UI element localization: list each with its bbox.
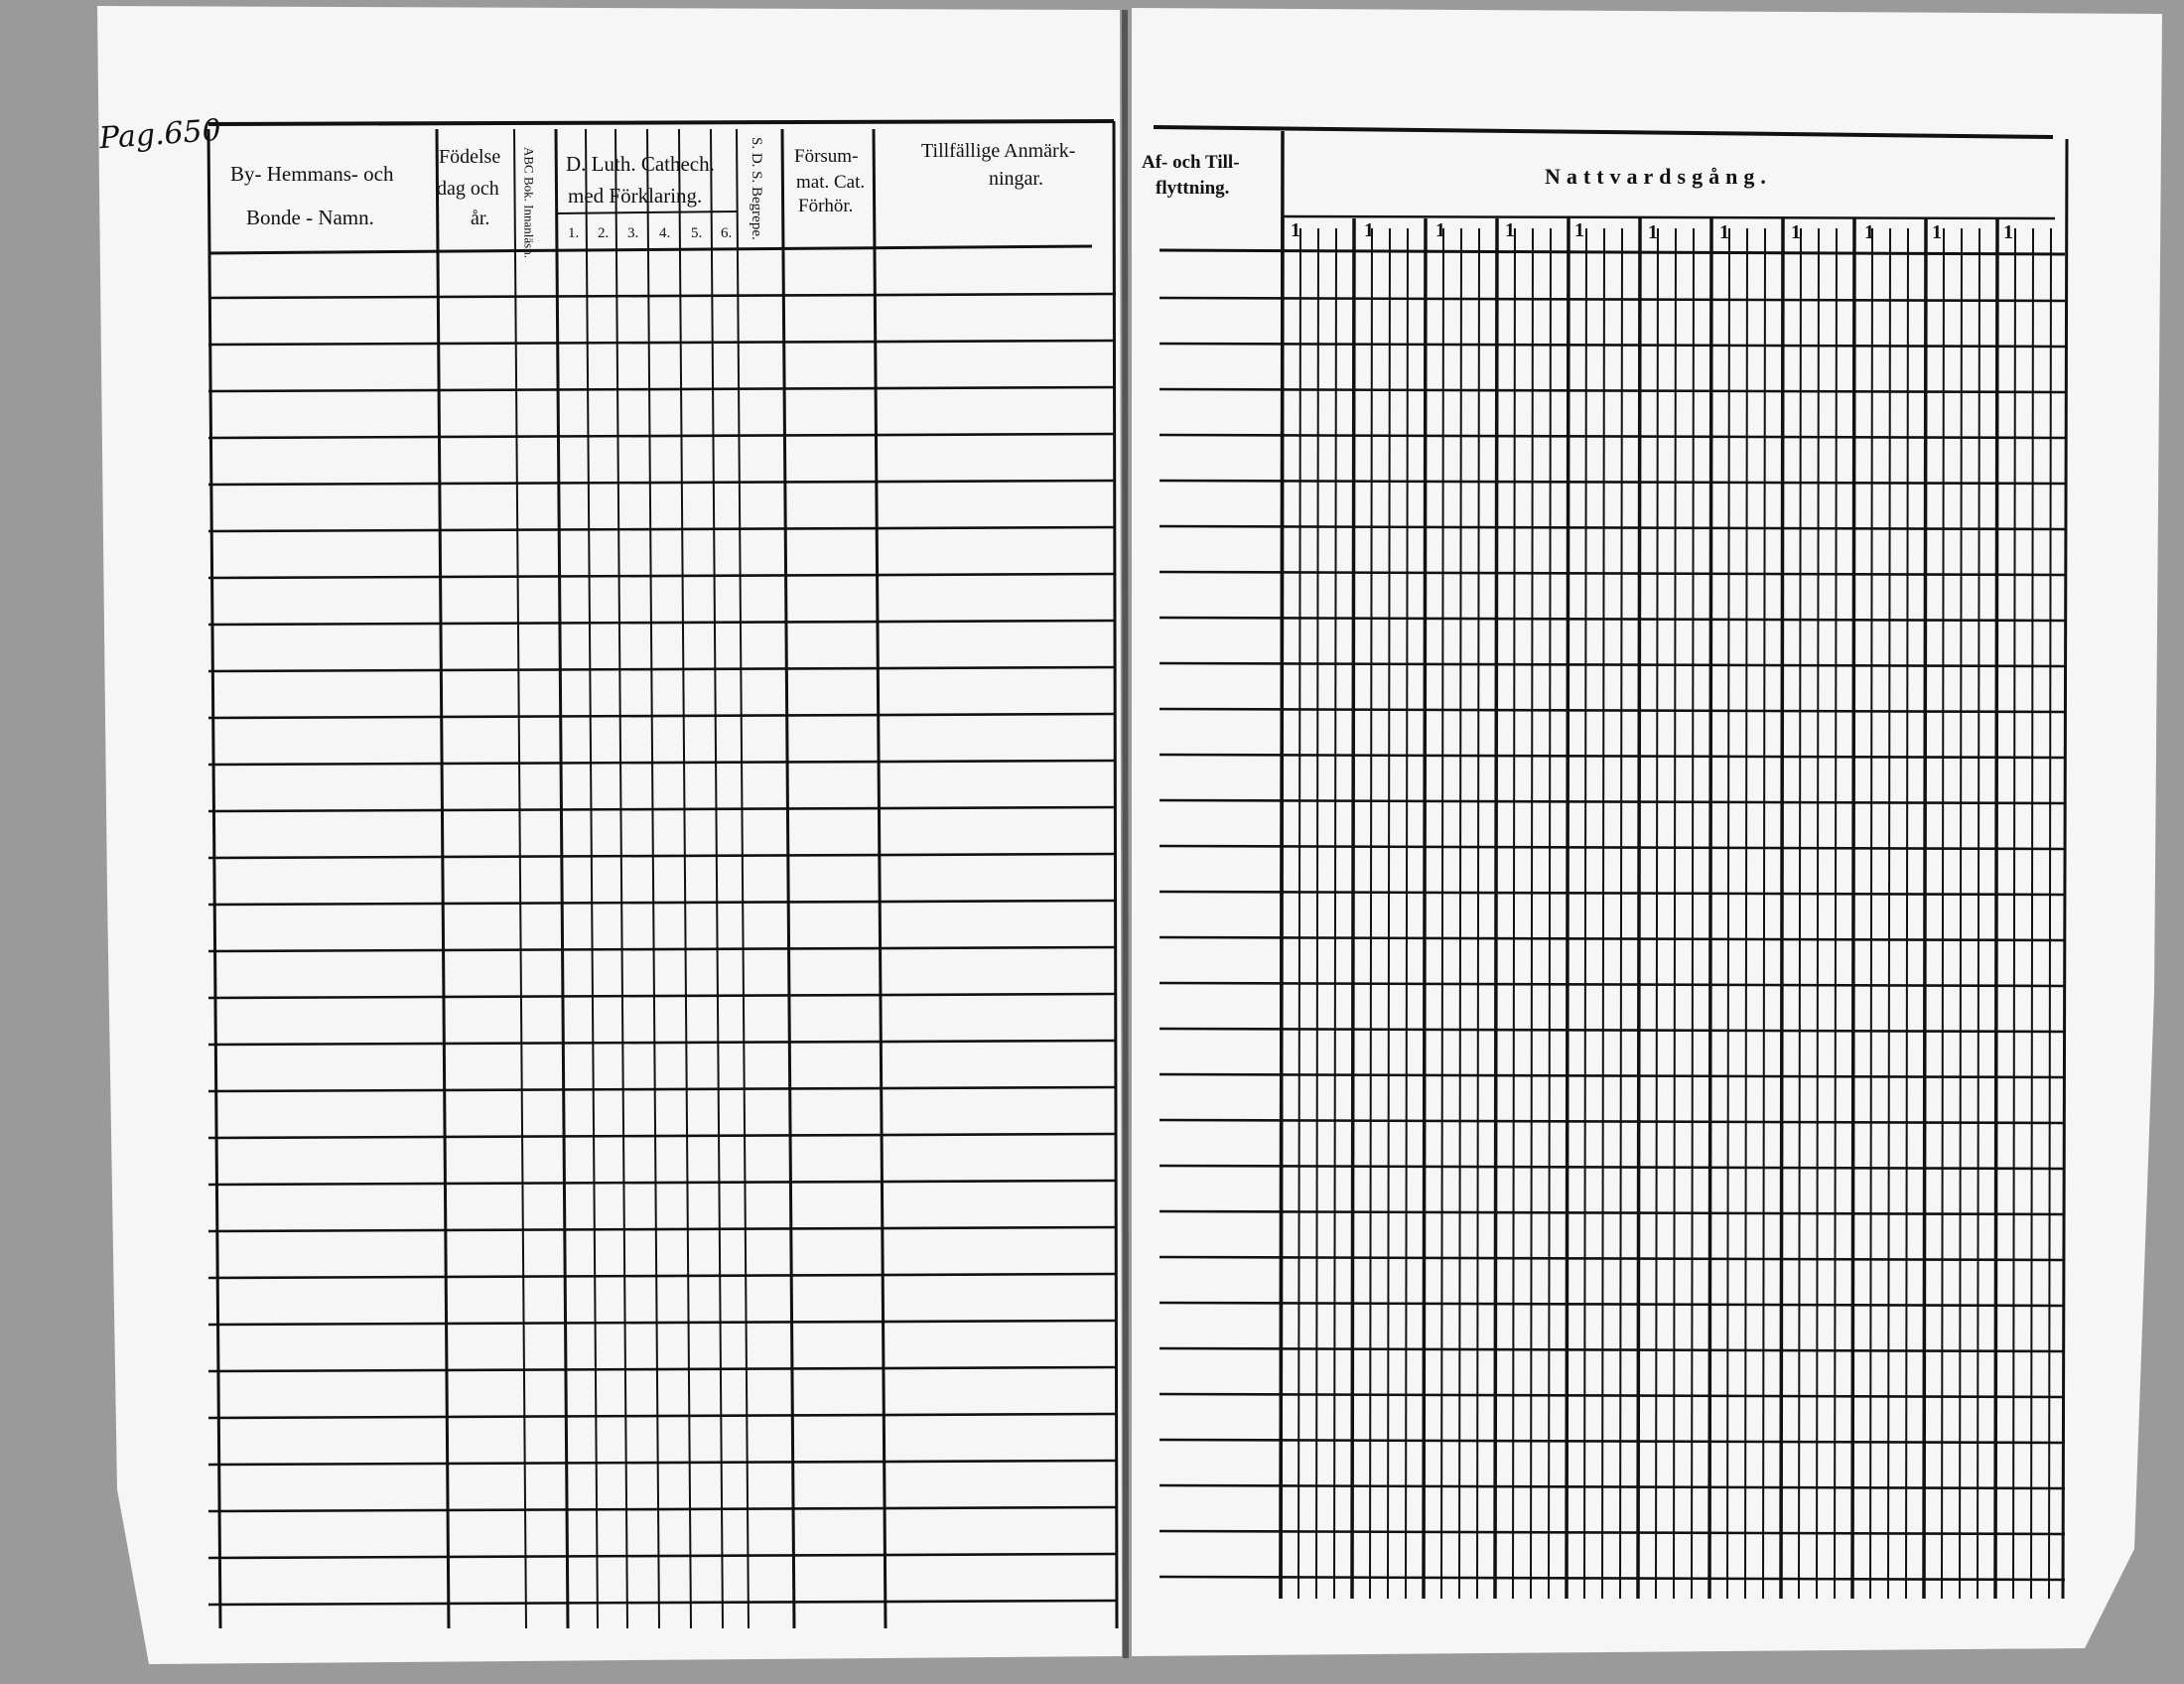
cat-sub-3: 3. [627, 225, 639, 241]
year-block-rule-11 [1995, 218, 1997, 1599]
header-abc: ABC Bok. Innanläsn. [521, 147, 537, 258]
header-forsummat-line2: mat. Cat. [796, 172, 866, 193]
header-birth-line2: dag och [437, 178, 499, 200]
header-catechism-line2: med Förklaring. [568, 184, 703, 208]
year-prefix-4: 1 [1505, 219, 1515, 241]
header-forsummat-line1: Försum- [794, 146, 859, 167]
year-block-rule-1 [1281, 218, 1283, 1599]
cat-sub-6: 6. [721, 225, 733, 241]
header-flyttning-line1: Af- och Till- [1142, 152, 1240, 173]
year-block-rule-2 [1352, 218, 1354, 1599]
cat-sub-5: 5. [691, 225, 703, 241]
year-prefix-10: 1 [1932, 221, 1942, 243]
year-prefix-6: 1 [1648, 221, 1658, 243]
year-prefix-2: 1 [1364, 219, 1374, 241]
year-prefix-5: 1 [1574, 219, 1584, 241]
year-block-rule-7 [1709, 218, 1711, 1599]
year-prefix-7: 1 [1719, 221, 1729, 243]
year-block-rule-9 [1852, 218, 1854, 1599]
header-birth-line1: Födelse [439, 146, 501, 168]
year-block-rule-10 [1924, 218, 1926, 1599]
year-block-rule-3 [1424, 218, 1426, 1599]
cat-sub-4: 4. [659, 225, 671, 241]
header-anmarkningar-line1: Tillfällige Anmärk- [921, 140, 1076, 162]
header-name-line1: By- Hemmans- och [230, 162, 394, 186]
header-anmarkningar-line2: ningar. [989, 168, 1043, 190]
header-sds: S. D. S. Begrepe. [748, 137, 764, 240]
year-block-rule-5 [1567, 218, 1569, 1599]
book-gutter [1125, 10, 1126, 1658]
cat-sub-2: 2. [598, 225, 610, 241]
header-birth-line3: år. [471, 208, 490, 229]
header-name-line2: Bonde - Namn. [246, 206, 374, 229]
year-block-rule-8 [1781, 218, 1783, 1599]
page-reference: Pag.650 [97, 112, 222, 157]
year-prefix-11: 1 [2003, 221, 2013, 243]
year-block-rule-6 [1638, 218, 1640, 1599]
header-forsummat-line3: Förhör. [798, 196, 854, 216]
header-flyttning-line2: flyttning. [1156, 178, 1230, 199]
year-prefix-3: 1 [1435, 219, 1445, 241]
year-prefix-8: 1 [1791, 221, 1801, 243]
year-block-rule-4 [1495, 218, 1497, 1599]
header-nattvardsgang: Nattvardsgång. [1545, 164, 1772, 189]
cat-sub-1: 1. [568, 225, 580, 241]
year-prefix-9: 1 [1864, 221, 1874, 243]
year-prefix-1: 1 [1291, 219, 1300, 241]
header-catechism-line1: D. Luth. Cathech. [566, 152, 715, 176]
